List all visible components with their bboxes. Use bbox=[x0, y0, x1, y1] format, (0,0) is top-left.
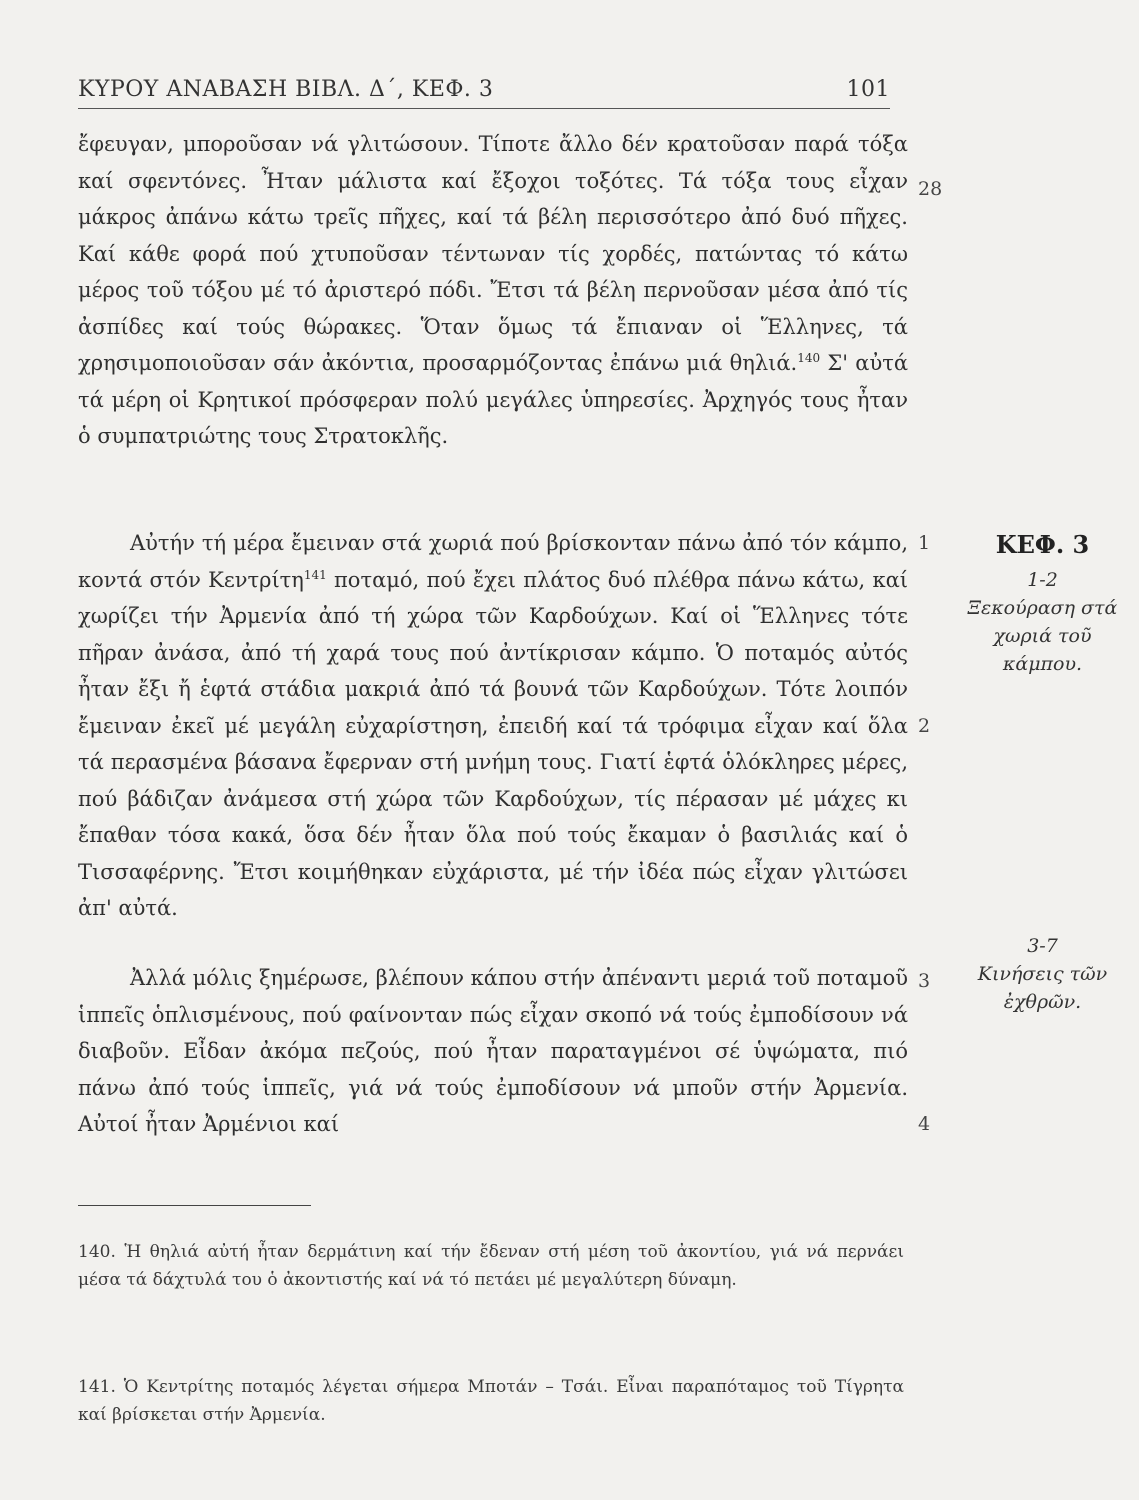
paragraph-3 bbox=[78, 960, 908, 1143]
section-number-1: 1 bbox=[918, 532, 931, 554]
margin-note-2 bbox=[960, 932, 1125, 1016]
paragraph-3-text: Ἀλλά μόλις ξημέρωσε, βλέπουν κάπου στήν ἀπέναντι μεριά τοῦ ποταμοῦ ἱππεῖς ὁπλισμένους, πού φαίνονταν πώς εἶχαν σκοπό νά τούς ἐμποδίσουν νά διαβοῦν. Εἶδαν ἀκόμα πεζούς, πού ἦταν παραταγμένοι σέ ὑψώματα, πιό πάνω ἀπό τούς ἱππεῖς, γιά νά τούς ἐμποδίσουν νά μποῦν στήν Ἀρμενία. Αὐτοί ἦταν Ἀρμένιοι καί bbox=[78, 966, 908, 1136]
margin-note-1 bbox=[960, 566, 1125, 678]
page-number: 101 bbox=[846, 77, 890, 102]
paragraph-2-text-b: ποταμό, πού ἔχει πλάτος δυό πλέθρα πάνω κάτω, καί χωρίζει τήν Ἀρμενία ἀπό τή χώρα τῶν Καρδούχων. Καί οἱ Ἕλληνες τότε πῆραν ἀνάσα, ἀπό τή χαρά τους πού ἀντίκρισαν κάμπο. Ὁ ποταμός αὐτός ἦταν ἔξι ἤ ἑφτά στάδια μακριά ἀπό τά βουνά τῶν Καρδούχων. Τότε λοιπόν ἔμειναν ἐκεῖ μέ μεγάλη εὐχαρίστηση, ἐπειδή καί τά τρόφιμα εἶχαν καί ὅλα τά περασμένα βάσανα ἔφερναν στή μνήμη τους. Γιατί ἑφτά ὁλόκληρες μέρες, πού βάδιζαν ἀνάμεσα στή χώρα τῶν Καρδούχων, τίς πέρασαν μέ μάχες κι ἔπαθαν τόσα κακά, ὅσα δέν ἦταν ὅλα πού τούς ἔκαμαν ὁ βασιλιάς καί ὁ Τισσαφέρνης. Ἔτσι κοιμήθηκαν εὐχάριστα, μέ τήν ἰδέα πώς εἶχαν γλιτώσει ἀπ' αὐτά. bbox=[78, 567, 908, 920]
section-number-3: 3 bbox=[918, 970, 931, 992]
margin-chapter-title: ΚΕΦ. 3 bbox=[995, 530, 1090, 559]
margin-note-1-text: Ξεκούραση στά χωριά τοῦ κάμπου. bbox=[967, 597, 1118, 675]
footnote-141 bbox=[78, 1373, 904, 1429]
footnote-ref-141[interactable]: 141 bbox=[303, 567, 327, 582]
paragraph-1-text-a: ἔφευγαν, μποροῦσαν νά γλιτώσουν. Τίποτε ἄλλο δέν κρατοῦσαν παρά τόξα καί σφεντόνες. Ἦταν μάλιστα καί ἔξοχοι τοξότες. Τά τόξα τους εἶχαν μάκρος ἀπάνω κάτω τρεῖς πῆχες, καί τά βέλη περισσότερο ἀπό δυό πῆχες. Καί κάθε φορά πού χτυποῦσαν τέντωναν τίς χορδές, πατώντας τό κάτω μέρος τοῦ τόξου μέ τό ἀριστερό πόδι. Ἔτσι τά βέλη περνοῦσαν μέσα ἀπό τίς ἀσπίδες καί τούς θώρακες. Ὅταν ὅμως τά ἔπιαναν οἱ Ἕλληνες, τά χρησιμοποιοῦσαν σάν ἀκόντια, προσαρμόζοντας ἐπάνω μιά θηλιά. bbox=[78, 132, 908, 375]
footnote-141-number: 141. bbox=[78, 1377, 116, 1397]
margin-note-2-range: 3-7 bbox=[1027, 935, 1058, 957]
footnote-140-text: Ἡ θηλιά αὐτή ἦταν δερμάτινη καί τήν ἔδεναν στή μέση τοῦ ἀκοντίου, γιά νά περνάει μέσα τά δάχτυλά του ὁ ἀκοντιστής καί νά τό πετάει μέ μεγαλύτερη δύναμη. bbox=[78, 1242, 904, 1290]
paragraph-1 bbox=[78, 126, 908, 455]
footnote-140-number: 140. bbox=[78, 1242, 116, 1262]
paragraph-2-text-a: Αὐτήν τή μέρα ἔμειναν στά χωριά πού βρίσκονταν πάνω ἀπό τόν κάμπο, κοντά στόν Κεντρίτη bbox=[78, 531, 908, 592]
footnote-rule bbox=[78, 1205, 311, 1206]
paragraph-1-text-b: Σ' αὐτά τά μέρη οἱ Κρητικοί πρόσφεραν πολύ μεγάλες ὑπηρεσίες. Ἀρχηγός τους ἦταν ὁ συμπατριώτης τους Στρατοκλῆς. bbox=[78, 351, 909, 448]
header-rule bbox=[78, 108, 890, 109]
margin-note-2-text: Κινήσεις τῶν ἐχθρῶν. bbox=[977, 963, 1108, 1013]
running-head bbox=[78, 62, 890, 102]
paragraph-2 bbox=[78, 525, 908, 927]
footnote-ref-140[interactable]: 140 bbox=[797, 351, 821, 365]
section-number-4: 4 bbox=[918, 1113, 931, 1135]
section-number-28: 28 bbox=[918, 178, 943, 200]
section-number-2: 2 bbox=[918, 715, 931, 737]
running-head-title: ΚΥΡΟΥ ΑΝΑΒΑΣΗ ΒΙΒΛ. Δ΄, ΚΕΦ. 3 bbox=[78, 77, 494, 102]
margin-note-1-range: 1-2 bbox=[1027, 569, 1058, 591]
footnote-141-text: Ὁ Κεντρίτης ποταμός λέγεται σήμερα Μποτάν – Τσάι. Εἶναι παραπόταμος τοῦ Τίγρητα καί βρίσκεται στήν Ἀρμενία. bbox=[78, 1377, 904, 1425]
footnote-140 bbox=[78, 1238, 904, 1294]
